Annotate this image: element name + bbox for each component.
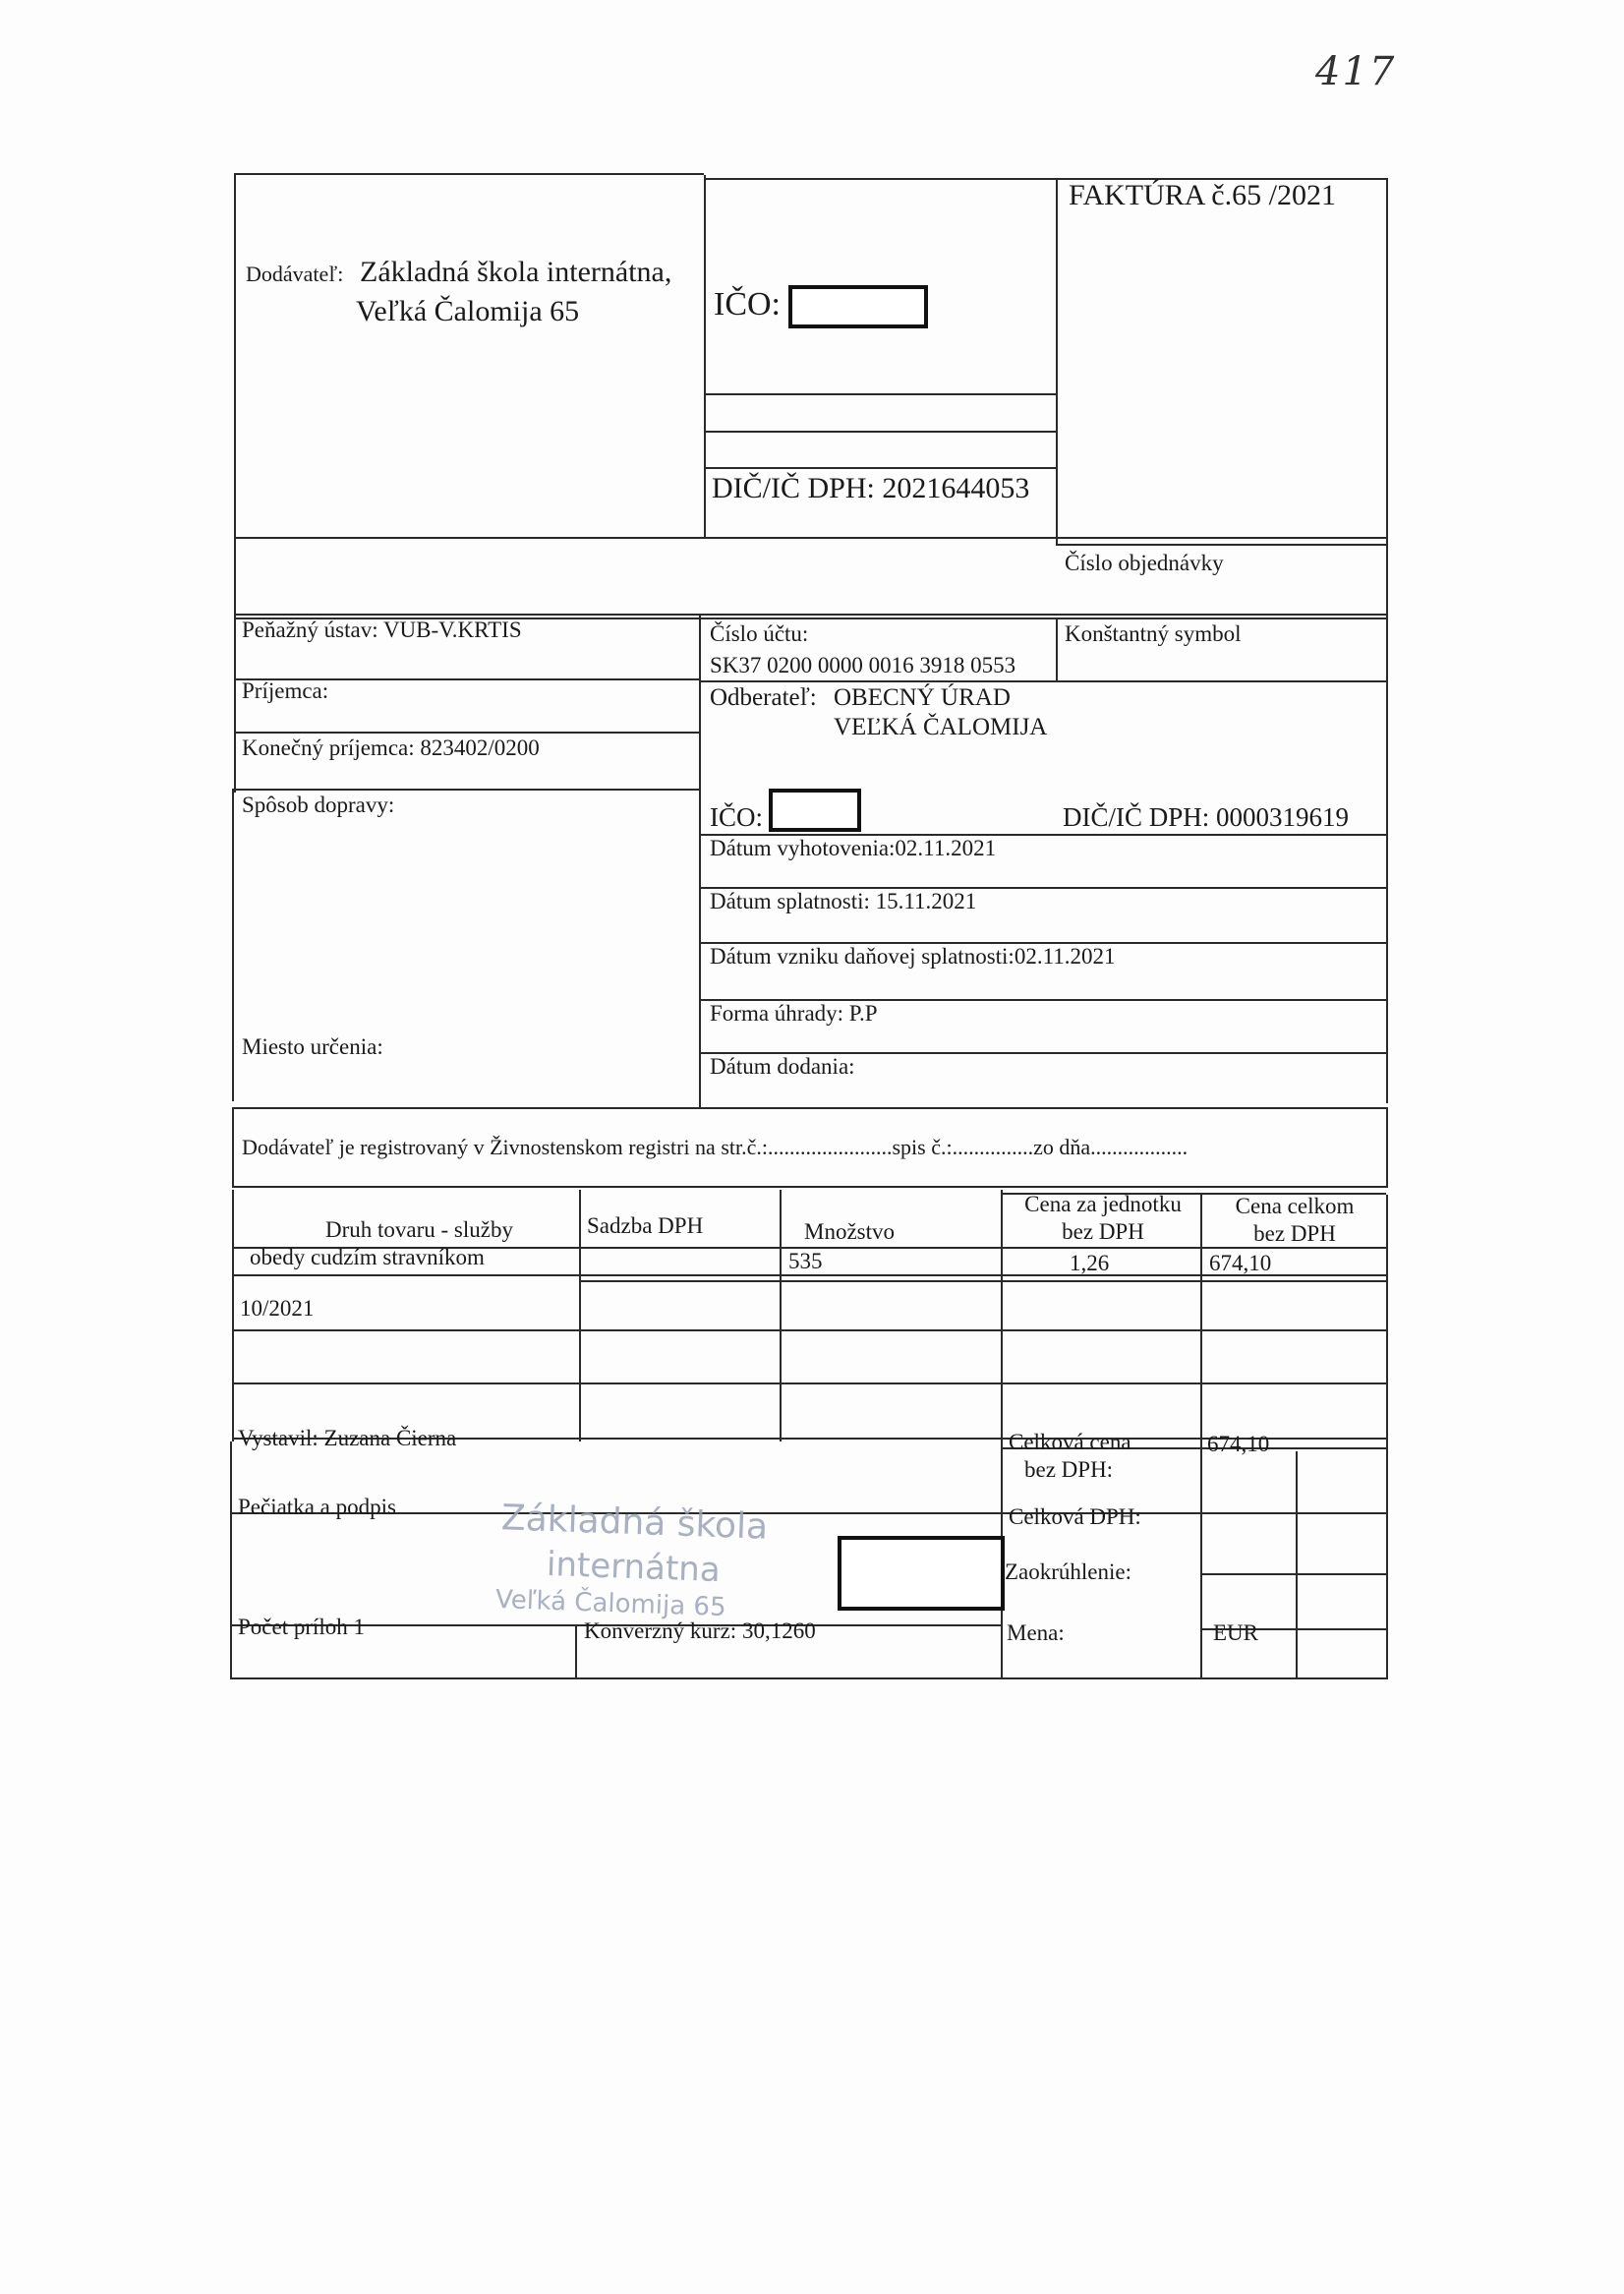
rule — [704, 393, 1056, 395]
rule — [232, 1186, 1386, 1188]
redacted-supplier-ico — [788, 285, 928, 328]
tax-date: Dátum vzniku daňovej splatnosti:02.11.2021 — [710, 944, 1116, 969]
attachments-count: Počet príloh 1 — [238, 1615, 366, 1639]
total-price-label-2: bez DPH: — [1024, 1457, 1114, 1482]
rule — [704, 178, 1056, 180]
rule — [1386, 1107, 1388, 1188]
header-quantity: Množstvo — [804, 1219, 895, 1244]
total-price-value: 674,10 — [1207, 1432, 1270, 1456]
rule — [699, 616, 701, 1109]
row-quantity: 535 — [788, 1249, 823, 1273]
rule — [232, 1107, 234, 1188]
header-total-1: Cena celkom — [1235, 1194, 1355, 1218]
row-total: 674,10 — [1209, 1251, 1272, 1275]
account-value: SK37 0200 0000 0016 3918 0553 — [710, 653, 1016, 677]
constant-symbol-label: Konštantný symbol — [1065, 621, 1242, 646]
rule — [780, 1190, 782, 1441]
payment-form: Forma úhrady: P.P — [710, 1001, 878, 1026]
customer-name-line2: VEĽKÁ ČALOMIJA — [834, 714, 1048, 740]
stamp-line3: Veľká Čalomija 65 — [494, 1584, 727, 1623]
rule — [232, 1190, 234, 1441]
stamp-signature-label: Pečiatka a podpis — [238, 1495, 396, 1519]
invoice-title: FAKTÚRA č.65 /2021 — [1069, 179, 1336, 211]
rule — [704, 431, 1056, 433]
currency-value: EUR — [1213, 1620, 1258, 1645]
rule — [704, 467, 1056, 469]
rule — [232, 789, 234, 1101]
supplier-name-line1: Základná škola internátna, — [360, 256, 672, 288]
rule — [575, 1624, 577, 1679]
rule — [234, 732, 699, 734]
rule — [579, 1280, 1386, 1282]
delivery-date: Dátum dodania: — [710, 1054, 855, 1079]
rule — [1056, 178, 1058, 546]
final-recipient: Konečný príjemca: 823402/0200 — [242, 735, 540, 760]
rule — [234, 789, 699, 791]
rule — [234, 537, 1386, 539]
rule — [232, 1107, 1386, 1109]
rule — [1386, 680, 1388, 1103]
currency-label: Mena: — [1007, 1620, 1065, 1645]
supplier-name-line2: Veľká Čalomija 65 — [356, 295, 580, 327]
rule — [1056, 544, 1386, 546]
redacted-signature — [838, 1536, 1005, 1611]
rule — [234, 173, 704, 175]
rule — [234, 614, 1386, 616]
rule — [1386, 1195, 1388, 1679]
conversion-rate: Konverzný kurz: 30,1260 — [584, 1618, 816, 1643]
rule — [234, 173, 236, 539]
rule — [232, 1382, 1386, 1384]
handwritten-number: 417 — [1315, 49, 1397, 94]
supplier-dic: DIČ/IČ DPH: 2021644053 — [712, 472, 1030, 504]
customer-name-line1: OBECNÝ ÚRAD — [834, 684, 1011, 711]
row-unit-price: 1,26 — [1070, 1251, 1110, 1275]
supplier-label: Dodávateľ: — [246, 262, 344, 286]
rule — [1296, 1451, 1298, 1679]
issued-by: Vystavil: Zuzana Čierna — [238, 1426, 457, 1450]
rule — [232, 1329, 1386, 1331]
rule — [230, 1512, 1386, 1514]
header-goods: Druh tovaru - služby — [325, 1217, 513, 1242]
redacted-customer-ico — [769, 789, 861, 832]
header-unit-price-2: bez DPH — [1062, 1219, 1144, 1244]
rule — [704, 175, 706, 537]
account-label: Číslo účtu: — [710, 621, 809, 646]
rule — [579, 1190, 581, 1441]
total-price-label-1: Celková cena — [1009, 1430, 1131, 1454]
customer-ico-label: IČO: — [710, 802, 763, 832]
destination-label: Miesto určenia: — [242, 1034, 383, 1059]
supplier-ico-label: IČO: — [714, 286, 781, 323]
header-total-2: bez DPH — [1253, 1221, 1336, 1246]
customer-dic: DIČ/IČ DPH: 0000319619 — [1063, 802, 1350, 832]
stamp-line2: internátna — [546, 1544, 722, 1591]
rule — [1056, 618, 1058, 680]
rule — [230, 1441, 232, 1679]
recipient-label: Príjemca: — [242, 678, 329, 703]
stamp-line1: Základná škola — [500, 1498, 769, 1548]
rule — [1200, 1573, 1386, 1575]
rounding-label: Zaokrúhlenie: — [1005, 1559, 1132, 1584]
rule — [1386, 178, 1388, 683]
bank-label: Peňažný ústav: VUB-V.KRTIS — [242, 618, 522, 642]
total-vat-label: Celková DPH: — [1009, 1504, 1141, 1529]
customer-label: Odberateľ: — [710, 684, 817, 711]
period-note: 10/2021 — [240, 1296, 315, 1321]
rule — [234, 537, 236, 793]
rule — [699, 680, 1386, 682]
issue-date: Dátum vyhotovenia:02.11.2021 — [710, 836, 997, 860]
rule — [230, 1677, 1386, 1679]
row-goods: obedy cudzím stravníkom — [250, 1245, 485, 1269]
transport-label: Spôsob dopravy: — [242, 793, 395, 817]
due-date: Dátum splatnosti: 15.11.2021 — [710, 889, 977, 913]
register-line: Dodávateľ je registrovaný v Živnostenskom registri na str.č.:.......................spis č.:...............zo dňa.................. — [242, 1135, 1189, 1159]
header-vat-rate: Sadzba DPH — [587, 1213, 704, 1238]
order-number-label: Číslo objednávky — [1065, 551, 1224, 575]
header-unit-price-1: Cena za jednotku — [1024, 1192, 1182, 1216]
